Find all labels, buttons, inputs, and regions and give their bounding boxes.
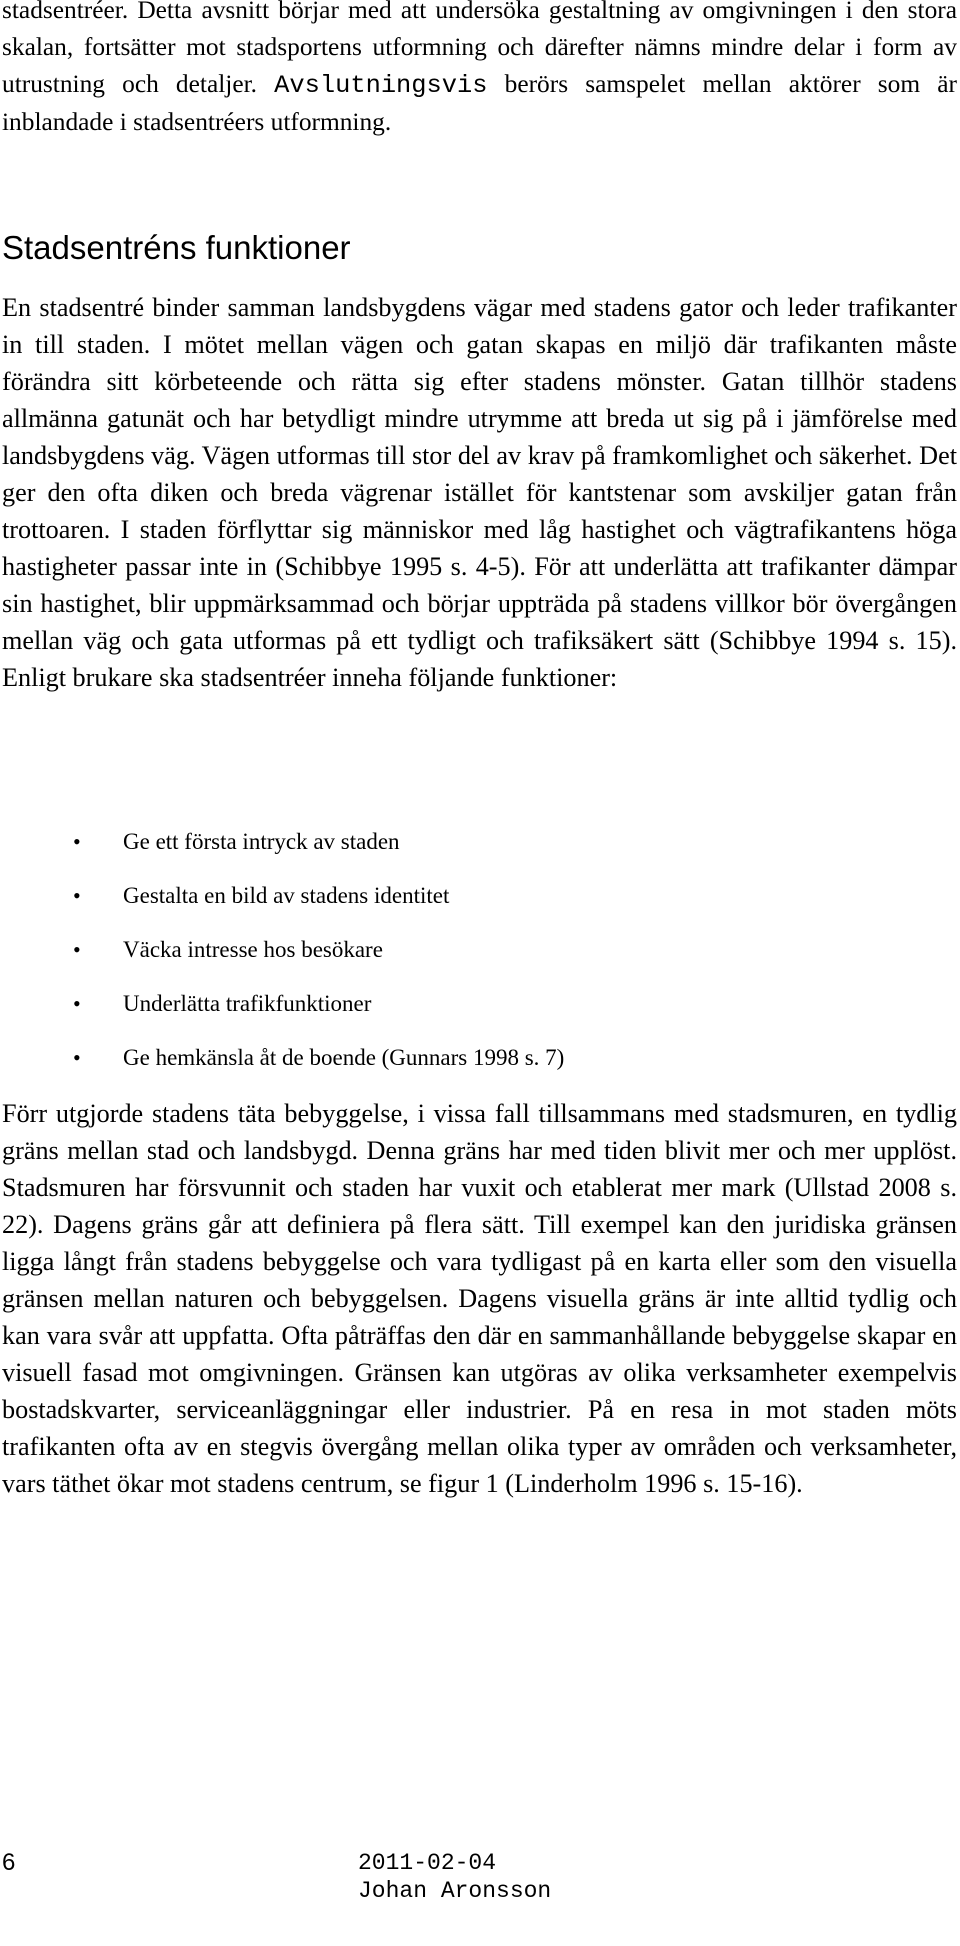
- intro-text-a: stadsentréer. Detta avsnitt börjar med att undersöka gestaltning av omgivningen i den stora skalan, fortsätter mot stadsportens utformning och därefter nämns mindre delar i form av utrustning och detaljer.: [2, 0, 957, 98]
- page-number: 6: [2, 1849, 16, 1876]
- bullet-icon: •: [73, 991, 81, 1016]
- intro-paragraph: [2, 0, 957, 141]
- bullet-icon: •: [73, 937, 81, 962]
- list-item-text: Underlätta trafikfunktioner: [123, 991, 372, 1016]
- intro-text-b: berörs samspelet mellan aktörer som är inblandade i stadsentréers utformning.: [2, 70, 957, 136]
- bullet-icon: •: [73, 883, 81, 908]
- list-item-text: Ge ett första intryck av staden: [123, 829, 400, 854]
- intro-text-mono: Avslutningsvis: [274, 71, 488, 100]
- list-item-text: Väcka intresse hos besökare: [123, 937, 383, 962]
- section-heading: Stadsentréns funktioner: [2, 229, 351, 266]
- bullet-icon: •: [73, 1045, 81, 1070]
- list-item-text: Gestalta en bild av stadens identitet: [123, 883, 450, 908]
- list-item-text: Ge hemkänsla åt de boende (Gunnars 1998 s. 7): [123, 1045, 565, 1070]
- body-paragraph-2: Förr utgjorde stadens täta bebyggelse, i vissa fall tillsammans med stadsmuren, en tydlig gräns mellan stad och landsbygd. Denna gräns har med tiden blivit mer och mer upplöst. Stadsmuren har försvunnit och staden har vuxit och etablerat mer mark (Ullstad 2008 s. 22). Dagens gräns går att definiera på flera sätt. Till exempel kan den juridiska gränsen ligga långt från stadens bebyggelse och vara tydligast på en karta eller som den visuella gränsen mellan naturen och bebyggelsen. Dagens visuella gräns är inte alltid tydlig och kan vara svår att uppfatta. Ofta påträffas den där en sammanhållande bebyggelse skapar en visuell fasad mot omgivningen. Gränsen kan utgöras av olika verksamheter exempelvis bostadskvarter, serviceanläggningar eller industrier. På en resa in mot staden möts trafikanten ofta av en stegvis övergång mellan olika typer av områden och verksamheter, vars täthet ökar mot stadens centrum, se figur 1 (Linderholm 1996 s. 15-16).: [2, 1099, 957, 1498]
- body-paragraph-1: En stadsentré binder samman landsbygdens vägar med stadens gator och leder trafikanter in till staden. I mötet mellan vägen och gatan skapas en miljö där trafikanten måste förändra sitt körbeteende och rätta sig efter stadens mönster. Gatan tillhör stadens allmänna gatunät och har betydligt mindre utrymme att breda ut sig på i jämförelse med landsbygdens väg. Vägen utformas till stor del av krav på framkomlighet och säkerhet. Det ger den ofta diken och breda vägrenar istället för kantstenar som avskiljer gatan från trottoaren. I staden förflyttar sig människor med låg hastighet och vägtrafikantens höga hastigheter passar inte in (Schibbye 1995 s. 4-5). För att underlätta att trafikanter dämpar sin hastighet, blir uppmärksammad och börjar uppträda på stadens villkor bör övergången mellan väg och gata utformas på ett tydligt och trafiksäkert sätt (Schibbye 1994 s. 15). Enligt brukare ska stadsentréer inneha följande funktioner:: [2, 293, 957, 692]
- footer-date: 2011-02-04: [358, 1850, 497, 1876]
- footer-author: Johan Aronsson: [358, 1878, 552, 1904]
- bullet-icon: •: [73, 829, 81, 854]
